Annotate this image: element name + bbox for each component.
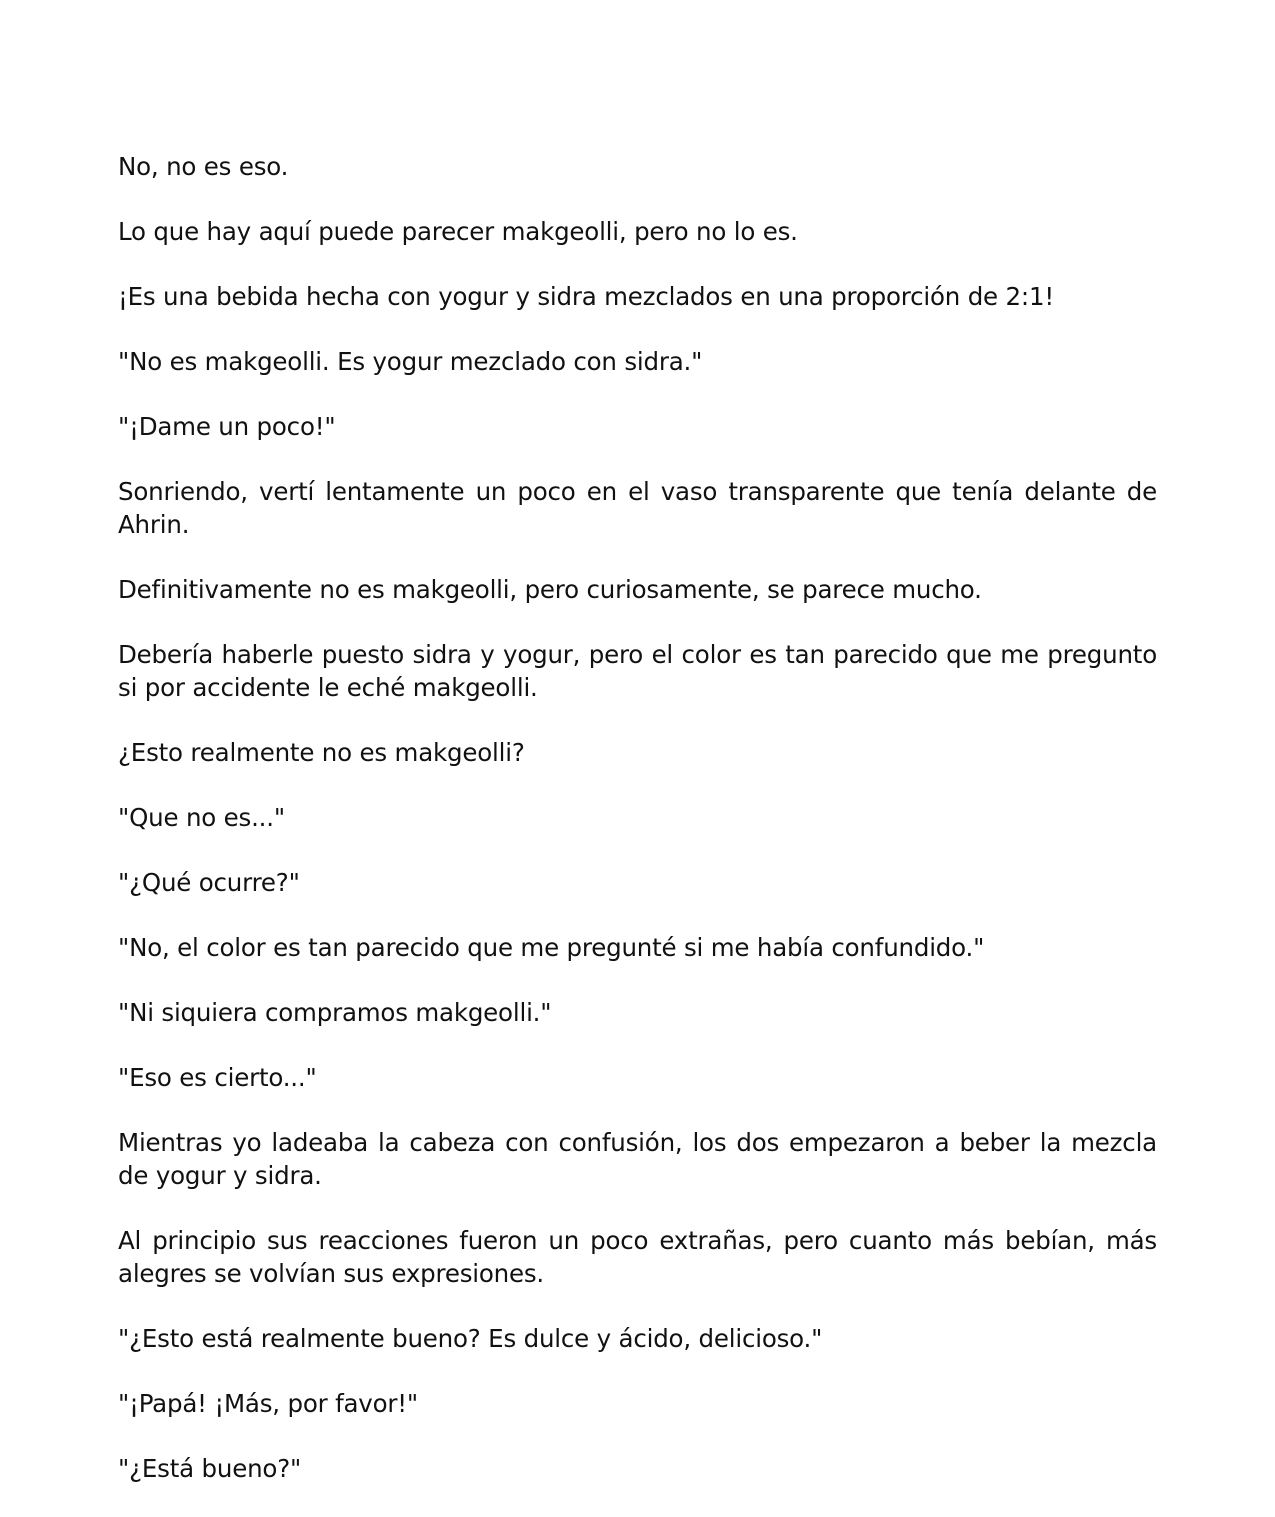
paragraph: "¿Está bueno?" <box>118 1454 302 1483</box>
paragraph: No, no es eso. <box>118 152 289 181</box>
paragraph: Debería haberle puesto sidra y yogur, pero el color es tan parecido que me pregunto si por accidente le eché makgeolli. <box>118 640 1157 702</box>
paragraph: "¡Dame un poco!" <box>118 412 336 441</box>
paragraph: "No, el color es tan parecido que me pregunté si me había confundido." <box>118 933 985 962</box>
paragraph: Mientras yo ladeaba la cabeza con confusión, los dos empezaron a beber la mezcla de yogur y sidra. <box>118 1128 1157 1190</box>
paragraph: Sonriendo, vertí lentamente un poco en el vaso transparente que tenía delante de Ahrin. <box>118 477 1157 539</box>
paragraph: Definitivamente no es makgeolli, pero curiosamente, se parece mucho. <box>118 575 982 604</box>
document-page <box>118 150 1157 1517</box>
paragraph: "Ni siquiera compramos makgeolli." <box>118 998 552 1027</box>
paragraph: "¡Papá! ¡Más, por favor!" <box>118 1389 418 1418</box>
paragraph: "No es makgeolli. Es yogur mezclado con sidra." <box>118 347 703 376</box>
paragraph: "¿Esto está realmente bueno? Es dulce y ácido, delicioso." <box>118 1324 823 1353</box>
paragraph: Al principio sus reacciones fueron un poco extrañas, pero cuanto más bebían, más alegres se volvían sus expresiones. <box>118 1226 1157 1288</box>
paragraph: ¡Es una bebida hecha con yogur y sidra mezclados en una proporción de 2:1! <box>118 282 1054 311</box>
paragraph: Lo que hay aquí puede parecer makgeolli, pero no lo es. <box>118 217 798 246</box>
paragraph: "Que no es..." <box>118 803 285 832</box>
paragraph: ¿Esto realmente no es makgeolli? <box>118 738 525 767</box>
paragraph: "¿Qué ocurre?" <box>118 868 300 897</box>
paragraph: "Eso es cierto..." <box>118 1063 317 1092</box>
